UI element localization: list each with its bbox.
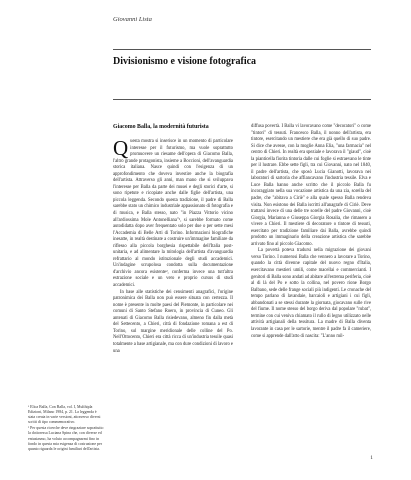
footnote: ¹ Elica Balla, Con Balla, vol. I, Multhipla Edizioni, Milano 1984, p. 21. La leggenda è stata creata in varie versioni, attraverso diversi scritti di tipo commemorativo. — [28, 405, 101, 425]
title-divider — [113, 99, 371, 100]
paragraph: Questa mostra si inserisce in un momento di particolare interesse per il futurismo, ma vuole soprattutto promuovere un riesame dell'opera di Giacomo Balla, l'altro grande protagonista, insieme a Boccioni, dell'avanguardia storica italiana. Nasce quindi con l'esigenza di un approfondimento che doveva investire anche la biografia dell'artista. Attraverso gli anni, man mano che si sviluppava l'interesse per Balla da parte dei musei e degli storici d'arte, si sono ripetute e ricopiate anche dalle figlie dell'artista, una piccola leggenda. Secondo questa tradizione, il padre di Balla sarebbe stato un chimico industriale appassionato di fotografia e di musica, e Balla stesso, nato "in Piazza Vittorio vicino all'ardiossima Mole Antonelliana"¹, si sarebbe formato come autodidatta dopo aver frequentato solo per due o per sette mesi l'Accademia di Belle Arti di Torino. Informazioni biografiche inesatte, in realtà destinate a costruire un'immagine familiare da riflesso alla piccola borghesia rispettabile dell'Italia post-unitaria, e ad alimentare la mitologia dell'artista d'avanguardia refrattario al mondo istituzionale degli studi accademici. Un'indagine scrupolosa condotta sulla documentazione d'archivio ancora esistente², conferma invece una tutt'altra estrazione sociale e un vero e proprio cursus di studi accademici. — [113, 136, 233, 289]
left-text-column — [113, 136, 233, 355]
footnote: ² Per questa ricerche deve ringraziare soprattutto la dottoressa Luciana Spina che, con diverse ed entusiasmo, ha voluto accompagnarmi fino in fondo in questa mia esigenza di costruzione per quanto riguarda le origini familiari dell'artista. — [28, 426, 104, 451]
section-title: Divisionismo e visione fotografica — [113, 56, 257, 67]
footnotes — [28, 405, 104, 453]
paragraph: diffusa povertà. I Balla vi lavoravano come "decoratori" o come "tintori" di tessuti. Francesco Balla, il nonno dell'artista, era tintore, esercitando un mestiere che era già quello di suo padre. Si dice che avesse, con la moglie Anna Elia, "una farmacia" nel centro di Chieri. In realtà era speziale e lavorava il "giaud", cioè la pianticella fiorita tintoria dalle cui foglie si estraevano le tinte per il lustrare. Ebbe sette figli, tra cui Giovanni, nato nel 1840, il padre dell'artista, che sposò Lucia Gianotti, lavorava nei laboratori di sartoria che affiancavano l'industria tessile. Elva e Luce Balla hanno anche scritto che il piccolo Balla fu incoraggiato nella sua vocazione artistica da una zia, sorella del padre, che "abitava a Ciriè" e alla quale spesso Balla rendeva visita. Non esistono dei Balla iscritti all'anagrafe di Ciriè. Deve trattarsi invece di una delle tre sorelle del padre Giovanni, cioè Giorgia, Marianna e Giuseppa Giorgia Rosalia, che rimasero a vivere a Chieri. Il mestiere di decoratore o tintore di tessuti, esercitato per tradizione familiare dai Balla, avrebbe quindi prodotto un immaginario della creazione artistica che sarebbe arrivato fino al piccolo Giacomo. — [251, 124, 371, 247]
article-subtitle: Giacomo Balla, la modernità futurista — [113, 124, 209, 130]
top-divider — [113, 49, 371, 50]
paragraph: La povertà poteva tradursi nella migrazione dei giovani verso Torino. I numerosi Balla che vennero a lavorare a Torino, quando la città divenne capitale del nuovo regno d'Italia, esercitavano mestieri umili, come macellai e commercianti. I genitori di Balla sono andati ad abitare all'estrema periferia, cioè al di là del Po e sotto la collina, nel povero rione Borgo Balbano, sede delle frange sociali più indigenti. Le cronache del tempo parlano di lavandaie, barcaioli e artigiani i cui figli, abbandonati a se stessi durante la giornata, giocavano sulle rive del fiume. Il nome stesso del borgo deriva dal popolare "rubat", termine con cui veniva chiamato il rullo di legno utilizzato nelle attività artigianali della tessitura. La madre di Balla diventa lavorante in casa per le sartorie, mentre il padre fa il cameriere, come si apprende dall'atto di nascita: "L'anno mil- — [251, 248, 371, 339]
running-header-author: Giovanni Lista — [113, 16, 152, 23]
page-number: 1 — [370, 455, 373, 461]
drop-cap: Q — [113, 136, 129, 160]
right-text-column — [251, 124, 371, 340]
paragraph: In base alle statistiche dei censimenti anagrafici, l'origine patronimica dei Balla non può essere situata con certezza. Il nome è presente in molte paesi del Piemonte, in particolare nei comuni di Santo Stefano Roero, in provincia di Cuneo. Gli antenati di Giacomo Balla risiedevano, almeno fin dalla metà del Settecento, a Chieri, città di fondazione romana a est di Torino, sul margine meridionale delle colline del Po. Nell'Ottocento, Chieri era città ricca di un'industria tessile quasi totalmente a base artigianale, ma con dure condizioni di lavoro e una — [113, 289, 233, 354]
